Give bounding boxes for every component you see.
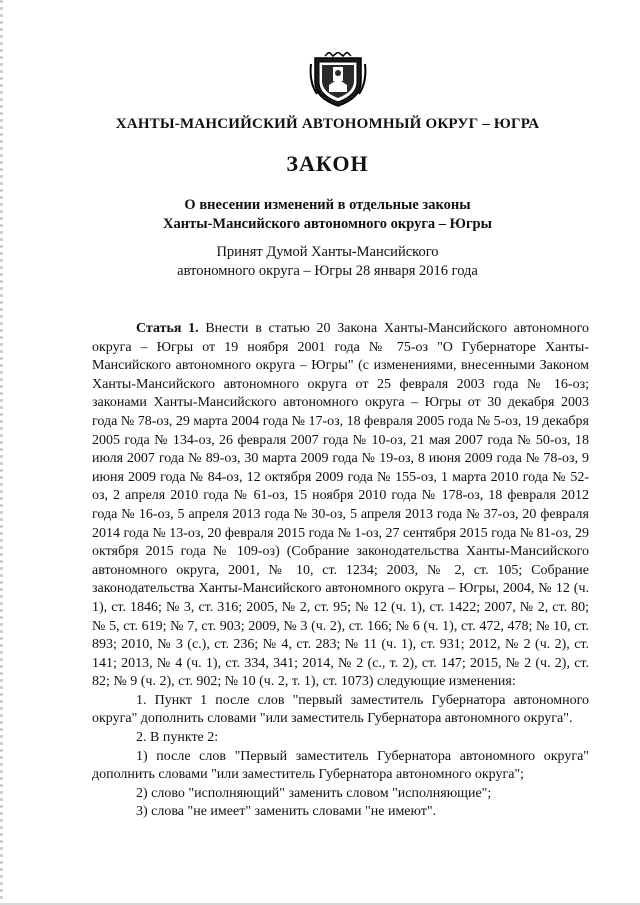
adoption-note-line-1: Принят Думой Ханты-Мансийского [216, 244, 439, 260]
article-item: 3) слова "не имеет" заменить словами "не имеют". [136, 804, 437, 820]
law-subject-line-2: Ханты-Мансийского автономного округа – Югры [163, 216, 492, 232]
article-item: 2. В пункте 2: [136, 730, 219, 746]
article-body [92, 320, 589, 822]
article-item: 1. Пункт 1 после слов "первый заместитель Губернатора автономного округа" дополнить словами "или заместитель Губернатора автономного округа". [92, 692, 589, 727]
scan-edge-left [0, 0, 3, 905]
law-subject [60, 196, 595, 234]
article-item: 2) слово "исполняющий" заменить словом "исполняющие"; [136, 785, 492, 801]
law-subject-line-1: О внесении изменений в отдельные законы [184, 197, 471, 213]
coat-of-arms-icon [309, 52, 367, 108]
law-title: ЗАКОН [286, 151, 369, 176]
adoption-note-line-2: автономного округа – Югры 28 января 2016 года [177, 263, 478, 279]
article-intro-paragraph [92, 320, 589, 692]
article-intro-text: Внести в статью 20 Закона Ханты-Мансийского автономного округа – Югры от 19 ноября 2001 года № 75-оз "О Губернаторе Ханты-Мансийского автономного округа – Югры" (с изменениями, внесенными Законом Ханты-Мансийского автономного округа от 25 февраля 2003 года № 16-оз; законами Ханты-Мансийского автономного округа – Югры от 30 декабря 2003 года № 78-оз, 29 марта 2004 года № 17-оз, 18 февраля 2005 года № 5-оз, 19 декабря 2005 года № 134-оз, 26 февраля 2007 года № 10-оз, 21 мая 2007 года № 50-оз, 18 июля 2007 года № 89-оз, 30 марта 2009 года № 19-оз, 8 июня 2009 года № 78-оз, 9 июня 2009 года № 84-оз, 12 октября 2009 года № 155-оз, 1 марта 2010 года № 52-оз, 2 апреля 2010 года № 61-оз, 15 ноября 2010 года № 178-оз, 18 февраля 2012 года № 16-оз, 5 апреля 2013 года № 30-оз, 5 апреля 2013 года № 37-оз, 20 февраля 2014 года № 13-оз, 20 февраля 2015 года № 1-оз, 27 сентября 2015 года № 81-оз, 29 октября 2015 года № 109-оз) (Собрание законодательства Ханты-Мансийского автономного округа, 2001, № 10, ст. 1234; 2003, № 2, ст. 105; Собрание законодательства Ханты-Мансийского автономного округа – Югры, 2004, № 12 (ч. 1), ст. 1846; № 3, ст. 316; 2005, № 2, ст. 95; № 12 (ч. 1), ст. 1422; 2007, № 2, ст. 80; № 5, ст. 619; № 7, ст. 903; 2009, № 3 (ч. 2), ст. 166; № 6 (ч. 1), ст. 472, 478; № 10, ст. 893; 2010, № 3 (с.), ст. 236; № 4, ст. 283; № 11 (ч. 1), ст. 931; 2012, № 2 (ч. 2), ст. 141; 2013, № 4 (ч. 1), ст. 334, 341; 2014, № 2 (с., т. 2), ст. 147; 2015, № 2 (ч. 2), ст. 82; № 9 (ч. 2), ст. 902; № 10 (ч. 2, т. 1), ст. 1073) следующие изменения: [92, 321, 590, 690]
article-item: 1) после слов "Первый заместитель Губернатора автономного округа" дополнить словами "или заместитель Губернатора автономного округа"; [92, 748, 589, 783]
article-heading: Статья 1. [136, 321, 199, 336]
adoption-note [60, 243, 595, 281]
region-title: ХАНТЫ-МАНСИЙСКИЙ АВТОНОМНЫЙ ОКРУГ – ЮГРА [115, 116, 540, 132]
